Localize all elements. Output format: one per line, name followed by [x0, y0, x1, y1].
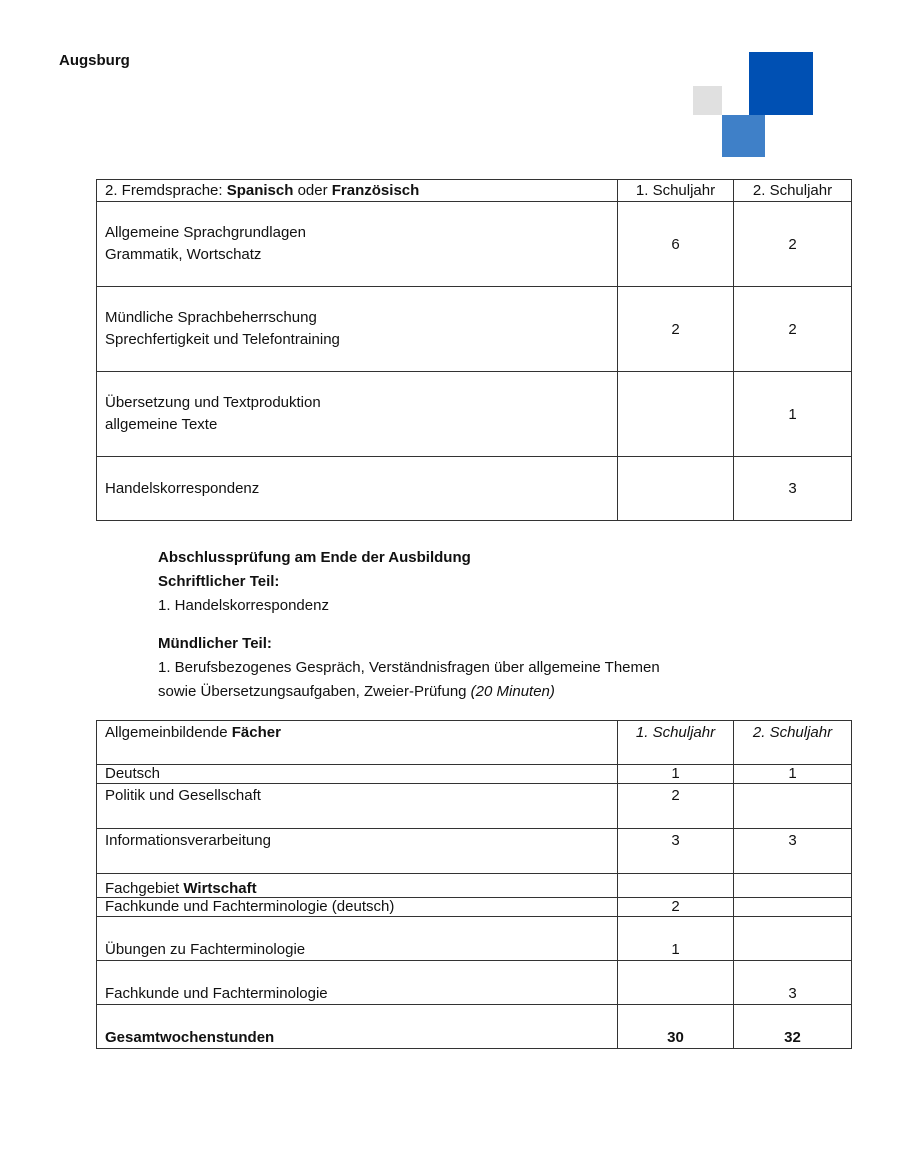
total-label: Gesamtwochenstunden	[97, 1005, 618, 1049]
oral-part-label: Mündlicher Teil:	[158, 635, 272, 652]
subject-cell: Deutsch	[97, 765, 618, 784]
subject-cell: Allgemeine Sprachgrundlagen Grammatik, Wortschatz	[97, 202, 618, 287]
year2-total: 32	[734, 1005, 852, 1049]
language-curriculum-table	[96, 179, 852, 521]
subject-cell: Übungen zu Fachterminologie	[97, 917, 618, 961]
year1-header: 1. Schuljahr	[618, 721, 734, 765]
year2-hours: 1	[734, 372, 852, 457]
table-row	[97, 874, 852, 898]
year2-header: 2. Schuljahr	[734, 180, 852, 202]
year2-hours: 2	[734, 287, 852, 372]
subject-cell: Politik und Gesellschaft	[97, 784, 618, 829]
written-part-item: 1. Handelskorrespondenz	[158, 597, 329, 614]
year1-hours	[618, 961, 734, 1005]
oral-part-line1: 1. Berufsbezogenes Gespräch, Verständnisfragen über allgemeine Themen	[158, 659, 660, 676]
final-exam-section	[158, 546, 660, 704]
table-row	[97, 917, 852, 961]
table-row	[97, 898, 852, 917]
year1-hours	[618, 874, 734, 898]
logo-grey-square	[693, 86, 722, 115]
subject-cell: Mündliche Sprachbeherrschung Sprechfertigkeit und Telefontraining	[97, 287, 618, 372]
table-row	[97, 457, 852, 521]
year1-hours	[618, 457, 734, 521]
year1-hours: 1	[618, 917, 734, 961]
logo-mid-blue-square	[722, 115, 765, 157]
year2-hours: 3	[734, 829, 852, 874]
year1-hours	[618, 372, 734, 457]
subject-cell: Fachkunde und Fachterminologie (deutsch)	[97, 898, 618, 917]
year2-hours: 1	[734, 765, 852, 784]
table-row	[97, 202, 852, 287]
logo-dark-blue-square	[749, 52, 813, 115]
written-part-label: Schriftlicher Teil:	[158, 573, 280, 590]
year1-hours: 1	[618, 765, 734, 784]
table-row	[97, 961, 852, 1005]
subject-header-cell: 2. Fremdsprache: Spanisch oder Französisch	[97, 180, 618, 202]
city-name: Augsburg	[59, 52, 130, 69]
subject-cell: Fachgebiet Wirtschaft	[97, 874, 618, 898]
total-row	[97, 1005, 852, 1049]
year1-hours: 3	[618, 829, 734, 874]
year2-header: 2. Schuljahr	[734, 721, 852, 765]
subject-cell: Handelskorrespondenz	[97, 457, 618, 521]
year2-hours	[734, 917, 852, 961]
year1-hours: 2	[618, 784, 734, 829]
table-row	[97, 287, 852, 372]
table-row	[97, 784, 852, 829]
year1-header: 1. Schuljahr	[618, 180, 734, 202]
year2-hours: 2	[734, 202, 852, 287]
exam-title: Abschlussprüfung am Ende der Ausbildung	[158, 549, 471, 566]
subject-cell: Übersetzung und Textproduktion allgemeine Texte	[97, 372, 618, 457]
table-row	[97, 829, 852, 874]
year2-hours	[734, 898, 852, 917]
year2-hours: 3	[734, 961, 852, 1005]
oral-part-line2: sowie Übersetzungsaufgaben, Zweier-Prüfung (20 Minuten)	[158, 683, 555, 700]
year1-hours: 2	[618, 898, 734, 917]
year2-hours	[734, 874, 852, 898]
subject-header-cell: Allgemeinbildende Fächer	[97, 721, 618, 765]
year2-hours: 3	[734, 457, 852, 521]
table-row	[97, 765, 852, 784]
subject-cell: Informationsverarbeitung	[97, 829, 618, 874]
table-row	[97, 372, 852, 457]
year2-hours	[734, 784, 852, 829]
year1-hours: 6	[618, 202, 734, 287]
year1-hours: 2	[618, 287, 734, 372]
table-header-row	[97, 721, 852, 765]
table-header-row	[97, 180, 852, 202]
subject-cell: Fachkunde und Fachterminologie	[97, 961, 618, 1005]
general-subjects-table	[96, 720, 852, 1049]
year1-total: 30	[618, 1005, 734, 1049]
